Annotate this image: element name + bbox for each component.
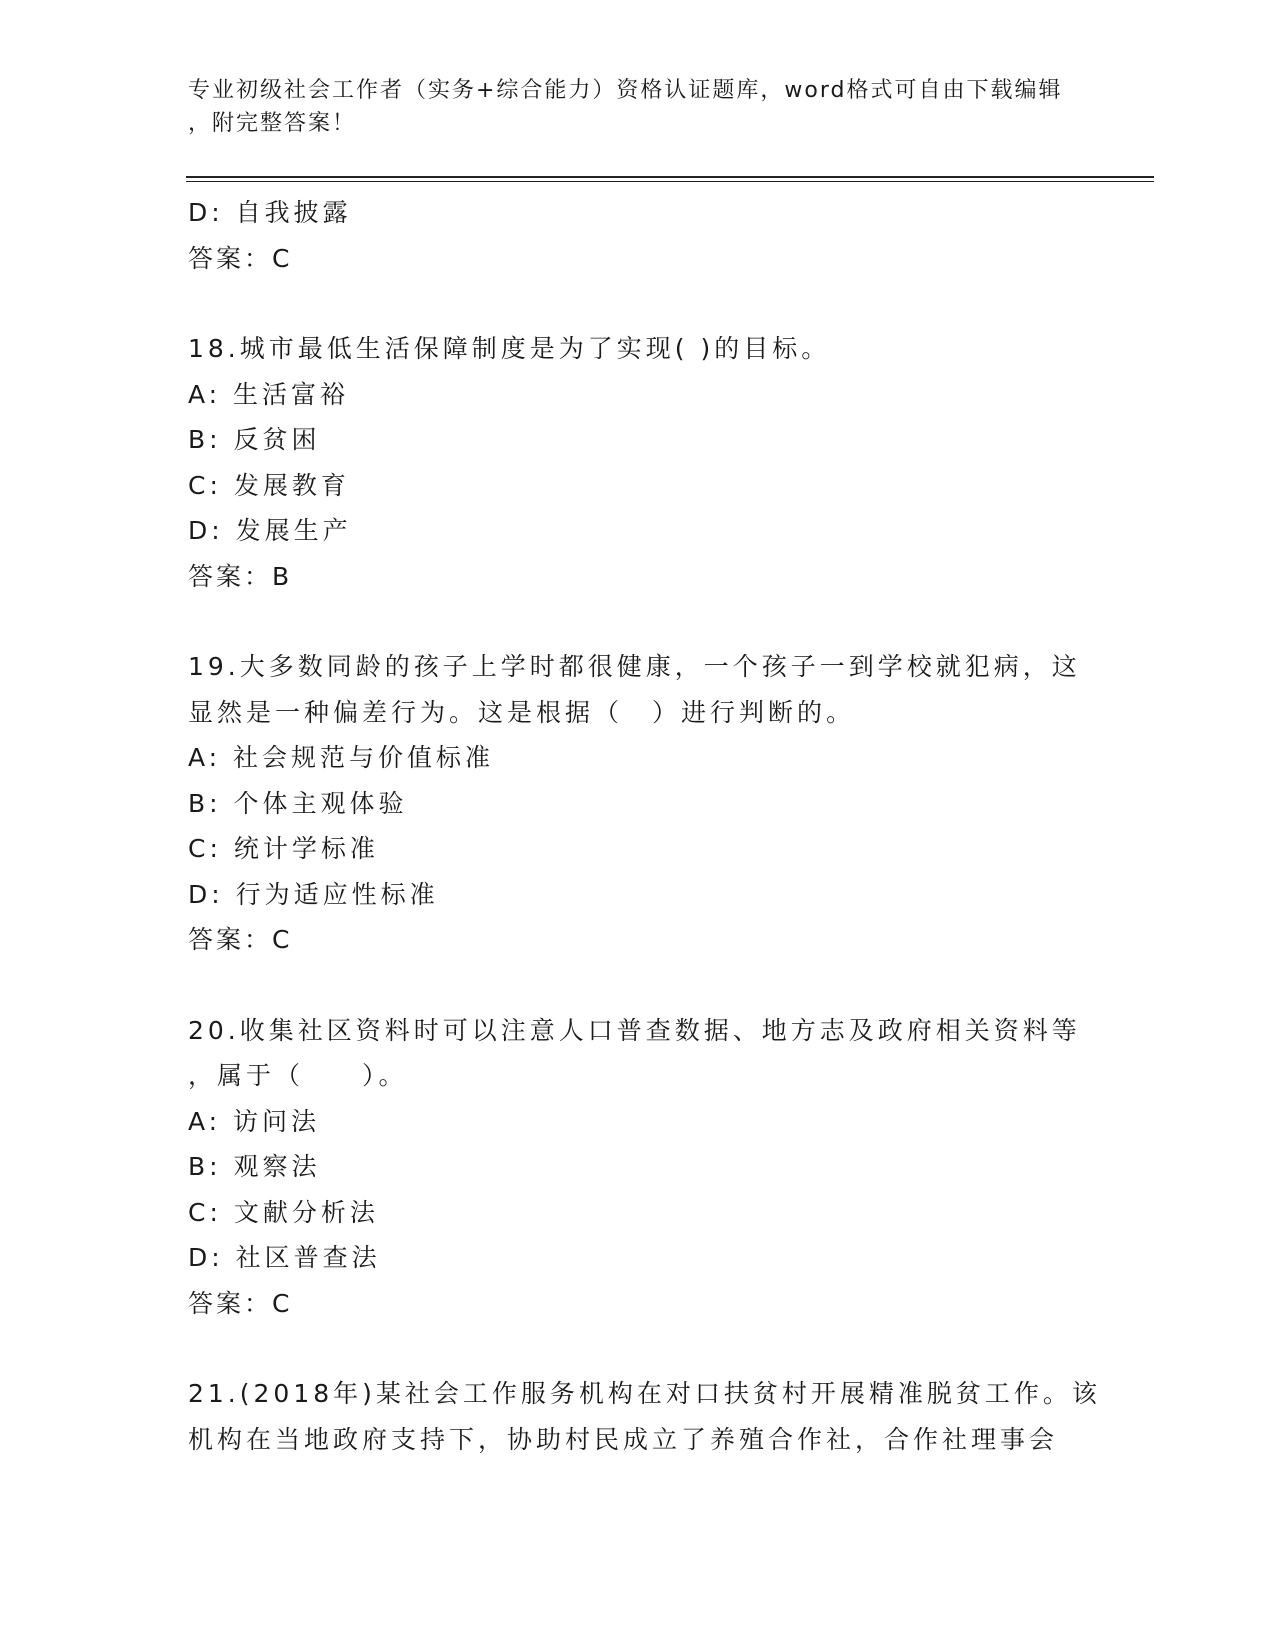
page-header [188,74,1088,140]
question-text-line-2: ，属于（ ）。 [188,1061,408,1090]
question-text-line-1: 19.大多数同龄的孩子上学时都很健康，一个孩子一到学校就犯病，这 [188,652,1081,681]
question-text: 18.城市最低生活保障制度是为了实现( )的目标。 [188,334,831,363]
answer-line: 答案：C [188,243,293,273]
option-a: A: 生活富裕 [188,379,350,409]
spacer [188,281,1088,326]
header-line-2: ，附完整答案！ [188,111,357,136]
option-d: D: 发展生产 [188,516,352,545]
question-19 [188,644,1088,963]
question-20 [188,1008,1088,1327]
option-d: D: 自我披露 [188,198,352,227]
option-c: C: 统计学标准 [188,834,379,863]
option-d: D: 社区普查法 [188,1243,381,1272]
option-c: C: 文献分析法 [188,1197,379,1227]
header-line-1: 专业初级社会工作者（实务+综合能力）资格认证题库，word格式可自由下载编辑 [188,78,1063,103]
question-21 [188,1371,1101,1462]
option-c: C: 发展教育 [188,470,350,500]
question-text-line-2: 显然是一种偏差行为。这是根据（ ）进行判断的。 [188,697,856,727]
question-18 [188,326,1088,599]
answer-line: 答案：C [188,925,293,954]
question-text-line-1: 20.收集社区资料时可以注意人口普查数据、地方志及政府相关资料等 [188,1015,1081,1045]
question-content [188,190,1101,1462]
option-b: B: 个体主观体验 [188,788,408,818]
option-a: A: 访问法 [188,1106,321,1136]
spacer [188,963,1088,1008]
question-text-line-1: 21.(2018年)某社会工作服务机构在对口扶贫村开展精准脱贫工作。该 [188,1379,1101,1408]
header-divider-thin [186,181,1154,182]
header-divider [186,176,1154,178]
spacer [188,599,1088,644]
option-b: B: 观察法 [188,1152,321,1181]
option-a: A: 社会规范与价值标准 [188,743,495,772]
answer-line: 答案：C [188,1288,293,1318]
question-text-line-2: 机构在当地政府支持下，协助村民成立了养殖合作社，合作社理事会 [188,1424,1059,1454]
option-b: B: 反贫困 [188,425,321,454]
answer-line: 答案：B [188,561,293,591]
option-d: D: 行为适应性标准 [188,879,439,909]
spacer [188,1326,1088,1371]
